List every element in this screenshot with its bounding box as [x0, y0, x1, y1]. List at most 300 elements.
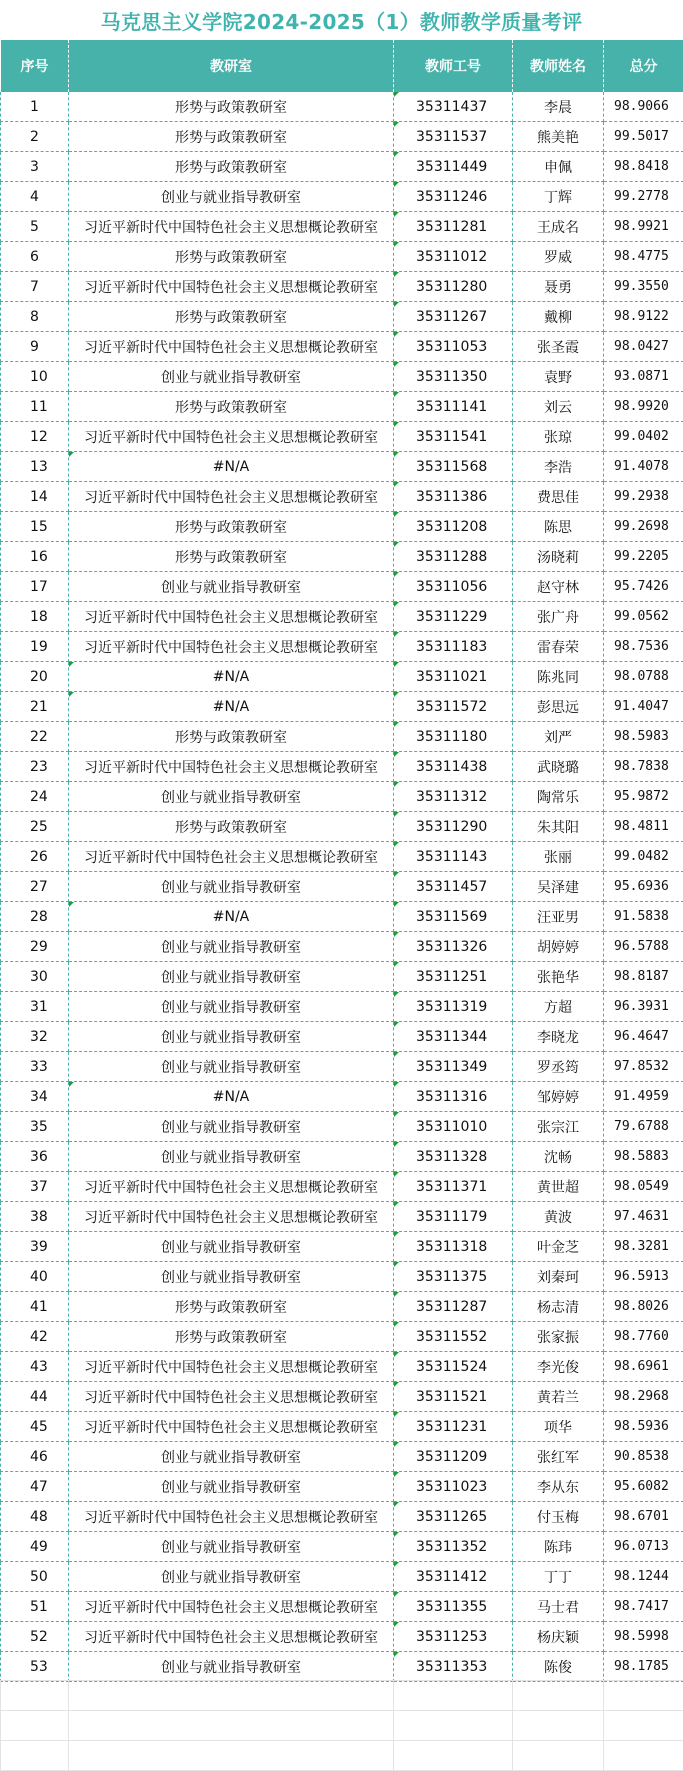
- cell-teacher-id[interactable]: 35311179: [394, 1202, 513, 1232]
- table-row: [1, 152, 683, 182]
- cell-score[interactable]: 98.5998: [604, 1622, 683, 1652]
- cell-index[interactable]: 50: [1, 1562, 69, 1592]
- cell-teacher-name[interactable]: 刘云: [513, 392, 604, 422]
- cell-index[interactable]: 15: [1, 512, 69, 542]
- cell-score[interactable]: 98.1785: [604, 1652, 683, 1682]
- cell-teacher-id[interactable]: 35311344: [394, 1022, 513, 1052]
- cell-teacher-id[interactable]: 35311209: [394, 1442, 513, 1472]
- cell-score[interactable]: 98.5883: [604, 1142, 683, 1172]
- cell-dept[interactable]: 习近平新时代中国特色社会主义思想概论教研室: [69, 1202, 394, 1232]
- cell-dept[interactable]: 形势与政策教研室: [69, 122, 394, 152]
- cell-index[interactable]: 1: [1, 92, 69, 122]
- cell-teacher-id[interactable]: 35311537: [394, 122, 513, 152]
- cell-score[interactable]: 98.0788: [604, 662, 683, 692]
- cell-teacher-id[interactable]: 35311569: [394, 902, 513, 932]
- cell-teacher-name[interactable]: 张红军: [513, 1442, 604, 1472]
- cell-teacher-id[interactable]: 35311386: [394, 482, 513, 512]
- cell-teacher-name[interactable]: 陈兆同: [513, 662, 604, 692]
- cell-index[interactable]: 34: [1, 1082, 69, 1112]
- cell-index[interactable]: 37: [1, 1172, 69, 1202]
- cell-dept[interactable]: 创业与就业指导教研室: [69, 1232, 394, 1262]
- cell-dept[interactable]: 创业与就业指导教研室: [69, 782, 394, 812]
- cell-teacher-name[interactable]: 邹婷婷: [513, 1082, 604, 1112]
- cell-dept[interactable]: 创业与就业指导教研室: [69, 1472, 394, 1502]
- header-dept[interactable]: 教研室: [69, 40, 394, 92]
- cell-teacher-name[interactable]: 汪亚男: [513, 902, 604, 932]
- cell-score[interactable]: 95.9872: [604, 782, 683, 812]
- cell-index[interactable]: 3: [1, 152, 69, 182]
- cell-dept[interactable]: 习近平新时代中国特色社会主义思想概论教研室: [69, 632, 394, 662]
- cell-score[interactable]: 79.6788: [604, 1112, 683, 1142]
- cell-score[interactable]: 98.0427: [604, 332, 683, 362]
- cell-teacher-id[interactable]: 35311056: [394, 572, 513, 602]
- cell-index[interactable]: 10: [1, 362, 69, 392]
- cell-teacher-id[interactable]: 35311265: [394, 1502, 513, 1532]
- cell-index[interactable]: 33: [1, 1052, 69, 1082]
- cell-index[interactable]: 6: [1, 242, 69, 272]
- cell-teacher-id[interactable]: 35311141: [394, 392, 513, 422]
- cell-dept[interactable]: 习近平新时代中国特色社会主义思想概论教研室: [69, 1592, 394, 1622]
- cell-teacher-name[interactable]: 刘严: [513, 722, 604, 752]
- cell-teacher-name[interactable]: 张圣霞: [513, 332, 604, 362]
- cell-teacher-id[interactable]: 35311290: [394, 812, 513, 842]
- cell-teacher-id[interactable]: 35311253: [394, 1622, 513, 1652]
- cell-score[interactable]: 97.4631: [604, 1202, 683, 1232]
- cell-score[interactable]: 98.9921: [604, 212, 683, 242]
- cell-score[interactable]: 96.0713: [604, 1532, 683, 1562]
- cell-dept[interactable]: #N/A: [69, 902, 394, 932]
- cell-score[interactable]: 95.6936: [604, 872, 683, 902]
- cell-score[interactable]: 99.3550: [604, 272, 683, 302]
- cell-teacher-name[interactable]: 李从东: [513, 1472, 604, 1502]
- cell-dept[interactable]: 创业与就业指导教研室: [69, 1562, 394, 1592]
- cell-teacher-name[interactable]: 聂勇: [513, 272, 604, 302]
- cell-teacher-name[interactable]: 叶金芝: [513, 1232, 604, 1262]
- cell-score[interactable]: 98.4811: [604, 812, 683, 842]
- cell-score[interactable]: 95.6082: [604, 1472, 683, 1502]
- table-row: [1, 392, 683, 422]
- cell-teacher-name[interactable]: 付玉梅: [513, 1502, 604, 1532]
- grid-line: [512, 1680, 513, 1771]
- cell-score[interactable]: 98.3281: [604, 1232, 683, 1262]
- cell-teacher-id[interactable]: 35311375: [394, 1262, 513, 1292]
- table-body: [1, 92, 683, 1682]
- cell-dept[interactable]: 习近平新时代中国特色社会主义思想概论教研室: [69, 332, 394, 362]
- cell-index[interactable]: 23: [1, 752, 69, 782]
- cell-dept[interactable]: 创业与就业指导教研室: [69, 962, 394, 992]
- cell-index[interactable]: 49: [1, 1532, 69, 1562]
- cell-dept[interactable]: 习近平新时代中国特色社会主义思想概论教研室: [69, 842, 394, 872]
- cell-dept[interactable]: #N/A: [69, 452, 394, 482]
- cell-teacher-id[interactable]: 35311349: [394, 1052, 513, 1082]
- table-row: [1, 1322, 683, 1352]
- table-row: [1, 1532, 683, 1562]
- cell-teacher-id[interactable]: 35311208: [394, 512, 513, 542]
- cell-score[interactable]: 98.2968: [604, 1382, 683, 1412]
- cell-score[interactable]: 99.2938: [604, 482, 683, 512]
- cell-teacher-id[interactable]: 35311280: [394, 272, 513, 302]
- cell-index[interactable]: 24: [1, 782, 69, 812]
- cell-dept[interactable]: 习近平新时代中国特色社会主义思想概论教研室: [69, 602, 394, 632]
- cell-teacher-name[interactable]: 陈玮: [513, 1532, 604, 1562]
- cell-dept[interactable]: 习近平新时代中国特色社会主义思想概论教研室: [69, 1352, 394, 1382]
- cell-teacher-id[interactable]: 35311251: [394, 962, 513, 992]
- cell-dept[interactable]: 创业与就业指导教研室: [69, 1532, 394, 1562]
- cell-index[interactable]: 52: [1, 1622, 69, 1652]
- cell-teacher-name[interactable]: 李光俊: [513, 1352, 604, 1382]
- cell-dept[interactable]: 习近平新时代中国特色社会主义思想概论教研室: [69, 1502, 394, 1532]
- cell-dept[interactable]: 形势与政策教研室: [69, 392, 394, 422]
- cell-index[interactable]: 28: [1, 902, 69, 932]
- cell-score[interactable]: 98.8187: [604, 962, 683, 992]
- cell-score[interactable]: 98.4775: [604, 242, 683, 272]
- cell-teacher-id[interactable]: 35311023: [394, 1472, 513, 1502]
- cell-index[interactable]: 35: [1, 1112, 69, 1142]
- cell-teacher-name[interactable]: 丁辉: [513, 182, 604, 212]
- cell-dept[interactable]: 创业与就业指导教研室: [69, 1442, 394, 1472]
- cell-score[interactable]: 98.5983: [604, 722, 683, 752]
- cell-teacher-id[interactable]: 35311438: [394, 752, 513, 782]
- cell-teacher-name[interactable]: 张宗江: [513, 1112, 604, 1142]
- cell-teacher-id[interactable]: 35311267: [394, 302, 513, 332]
- cell-dept[interactable]: 形势与政策教研室: [69, 302, 394, 332]
- cell-index[interactable]: 20: [1, 662, 69, 692]
- cell-index[interactable]: 27: [1, 872, 69, 902]
- cell-dept[interactable]: 创业与就业指导教研室: [69, 1652, 394, 1682]
- cell-teacher-name[interactable]: 武晓璐: [513, 752, 604, 782]
- cell-dept[interactable]: 习近平新时代中国特色社会主义思想概论教研室: [69, 1172, 394, 1202]
- cell-dept[interactable]: 创业与就业指导教研室: [69, 572, 394, 602]
- cell-index[interactable]: 46: [1, 1442, 69, 1472]
- cell-teacher-id[interactable]: 35311012: [394, 242, 513, 272]
- cell-index[interactable]: 44: [1, 1382, 69, 1412]
- cell-score[interactable]: 98.6701: [604, 1502, 683, 1532]
- cell-score[interactable]: 99.0482: [604, 842, 683, 872]
- cell-teacher-name[interactable]: 王成名: [513, 212, 604, 242]
- cell-index[interactable]: 22: [1, 722, 69, 752]
- cell-dept[interactable]: #N/A: [69, 1082, 394, 1112]
- cell-teacher-name[interactable]: 张艳华: [513, 962, 604, 992]
- cell-teacher-id[interactable]: 35311541: [394, 422, 513, 452]
- cell-score[interactable]: 98.1244: [604, 1562, 683, 1592]
- cell-index[interactable]: 7: [1, 272, 69, 302]
- cell-teacher-id[interactable]: 35311457: [394, 872, 513, 902]
- cell-index[interactable]: 31: [1, 992, 69, 1022]
- table-row: [1, 1142, 683, 1172]
- cell-dept[interactable]: 创业与就业指导教研室: [69, 932, 394, 962]
- cell-index[interactable]: 42: [1, 1322, 69, 1352]
- cell-teacher-id[interactable]: 35311281: [394, 212, 513, 242]
- cell-dept[interactable]: 习近平新时代中国特色社会主义思想概论教研室: [69, 272, 394, 302]
- cell-dept[interactable]: #N/A: [69, 662, 394, 692]
- cell-dept[interactable]: 形势与政策教研室: [69, 1322, 394, 1352]
- cell-dept[interactable]: #N/A: [69, 692, 394, 722]
- cell-index[interactable]: 30: [1, 962, 69, 992]
- cell-index[interactable]: 21: [1, 692, 69, 722]
- header-score[interactable]: 总分: [604, 40, 683, 92]
- cell-index[interactable]: 2: [1, 122, 69, 152]
- cell-teacher-id[interactable]: 35311437: [394, 92, 513, 122]
- cell-index[interactable]: 45: [1, 1412, 69, 1442]
- cell-index[interactable]: 32: [1, 1022, 69, 1052]
- cell-teacher-name[interactable]: 陶常乐: [513, 782, 604, 812]
- table-row: [1, 872, 683, 902]
- table-row: [1, 542, 683, 572]
- cell-teacher-id[interactable]: 35311010: [394, 1112, 513, 1142]
- table-row: [1, 1022, 683, 1052]
- cell-score[interactable]: 98.6961: [604, 1352, 683, 1382]
- cell-teacher-name[interactable]: 吴泽建: [513, 872, 604, 902]
- cell-teacher-name[interactable]: 张琼: [513, 422, 604, 452]
- cell-index[interactable]: 12: [1, 422, 69, 452]
- cell-dept[interactable]: 创业与就业指导教研室: [69, 1112, 394, 1142]
- cell-index[interactable]: 18: [1, 602, 69, 632]
- cell-dept[interactable]: 形势与政策教研室: [69, 92, 394, 122]
- cell-teacher-name[interactable]: 杨志清: [513, 1292, 604, 1322]
- cell-score[interactable]: 98.8418: [604, 152, 683, 182]
- cell-score[interactable]: 96.3931: [604, 992, 683, 1022]
- cell-score[interactable]: 98.9066: [604, 92, 683, 122]
- cell-teacher-name[interactable]: 沈畅: [513, 1142, 604, 1172]
- cell-score[interactable]: 95.7426: [604, 572, 683, 602]
- cell-dept[interactable]: 形势与政策教研室: [69, 512, 394, 542]
- cell-index[interactable]: 25: [1, 812, 69, 842]
- cell-score[interactable]: 98.7536: [604, 632, 683, 662]
- cell-teacher-id[interactable]: 35311371: [394, 1172, 513, 1202]
- cell-index[interactable]: 26: [1, 842, 69, 872]
- cell-teacher-name[interactable]: 雷春荣: [513, 632, 604, 662]
- cell-dept[interactable]: 习近平新时代中国特色社会主义思想概论教研室: [69, 1412, 394, 1442]
- cell-teacher-name[interactable]: 汤晓莉: [513, 542, 604, 572]
- cell-index[interactable]: 48: [1, 1502, 69, 1532]
- cell-teacher-id[interactable]: 35311287: [394, 1292, 513, 1322]
- header-index[interactable]: 序号: [1, 40, 69, 92]
- grid-line: [68, 1680, 69, 1771]
- cell-teacher-id[interactable]: 35311246: [394, 182, 513, 212]
- cell-teacher-name[interactable]: 项华: [513, 1412, 604, 1442]
- cell-teacher-name[interactable]: 张广舟: [513, 602, 604, 632]
- table-row: [1, 302, 683, 332]
- cell-teacher-name[interactable]: 朱其阳: [513, 812, 604, 842]
- cell-index[interactable]: 38: [1, 1202, 69, 1232]
- cell-teacher-id[interactable]: 35311180: [394, 722, 513, 752]
- cell-dept[interactable]: 创业与就业指导教研室: [69, 1142, 394, 1172]
- cell-index[interactable]: 53: [1, 1652, 69, 1682]
- cell-index[interactable]: 41: [1, 1292, 69, 1322]
- cell-teacher-id[interactable]: 35311350: [394, 362, 513, 392]
- header-teacher-id[interactable]: 教师工号: [394, 40, 513, 92]
- cell-dept[interactable]: 形势与政策教研室: [69, 812, 394, 842]
- cell-teacher-id[interactable]: 35311288: [394, 542, 513, 572]
- cell-teacher-id[interactable]: 35311319: [394, 992, 513, 1022]
- cell-teacher-id[interactable]: 35311328: [394, 1142, 513, 1172]
- cell-teacher-id[interactable]: 35311552: [394, 1322, 513, 1352]
- table-row: [1, 332, 683, 362]
- cell-dept[interactable]: 习近平新时代中国特色社会主义思想概论教研室: [69, 752, 394, 782]
- cell-dept[interactable]: 创业与就业指导教研室: [69, 362, 394, 392]
- cell-score[interactable]: 98.5936: [604, 1412, 683, 1442]
- cell-dept[interactable]: 创业与就业指导教研室: [69, 1022, 394, 1052]
- cell-dept[interactable]: 创业与就业指导教研室: [69, 1052, 394, 1082]
- table-row: [1, 1442, 683, 1472]
- cell-teacher-name[interactable]: 李晓龙: [513, 1022, 604, 1052]
- cell-score[interactable]: 90.8538: [604, 1442, 683, 1472]
- cell-teacher-name[interactable]: 丁丁: [513, 1562, 604, 1592]
- cell-teacher-name[interactable]: 方超: [513, 992, 604, 1022]
- cell-teacher-name[interactable]: 费思佳: [513, 482, 604, 512]
- cell-teacher-name[interactable]: 申佩: [513, 152, 604, 182]
- cell-teacher-name[interactable]: 李浩: [513, 452, 604, 482]
- cell-score[interactable]: 91.4959: [604, 1082, 683, 1112]
- cell-teacher-id[interactable]: 35311021: [394, 662, 513, 692]
- cell-teacher-name[interactable]: 赵守林: [513, 572, 604, 602]
- cell-score[interactable]: 99.0402: [604, 422, 683, 452]
- table-row: [1, 1592, 683, 1622]
- cell-score[interactable]: 98.7417: [604, 1592, 683, 1622]
- cell-score[interactable]: 97.8532: [604, 1052, 683, 1082]
- cell-dept[interactable]: 形势与政策教研室: [69, 152, 394, 182]
- cell-teacher-name[interactable]: 陈俊: [513, 1652, 604, 1682]
- cell-teacher-id[interactable]: 35311412: [394, 1562, 513, 1592]
- cell-dept[interactable]: 习近平新时代中国特色社会主义思想概论教研室: [69, 422, 394, 452]
- cell-index[interactable]: 17: [1, 572, 69, 602]
- cell-teacher-name[interactable]: 杨庆颖: [513, 1622, 604, 1652]
- cell-index[interactable]: 16: [1, 542, 69, 572]
- cell-teacher-name[interactable]: 陈思: [513, 512, 604, 542]
- cell-teacher-name[interactable]: 黄世超: [513, 1172, 604, 1202]
- cell-teacher-id[interactable]: 35311183: [394, 632, 513, 662]
- cell-dept[interactable]: 习近平新时代中国特色社会主义思想概论教研室: [69, 482, 394, 512]
- cell-dept[interactable]: 习近平新时代中国特色社会主义思想概论教研室: [69, 212, 394, 242]
- cell-teacher-name[interactable]: 黄波: [513, 1202, 604, 1232]
- cell-teacher-name[interactable]: 袁野: [513, 362, 604, 392]
- cell-teacher-id[interactable]: 35311326: [394, 932, 513, 962]
- cell-teacher-name[interactable]: 罗威: [513, 242, 604, 272]
- cell-index[interactable]: 13: [1, 452, 69, 482]
- header-teacher-name[interactable]: 教师姓名: [513, 40, 604, 92]
- cell-score[interactable]: 98.8026: [604, 1292, 683, 1322]
- table-row: [1, 452, 683, 482]
- cell-teacher-id[interactable]: 35311572: [394, 692, 513, 722]
- table-row: [1, 842, 683, 872]
- cell-teacher-id[interactable]: 35311143: [394, 842, 513, 872]
- empty-grid-area: [0, 1680, 683, 1771]
- cell-score[interactable]: 98.7838: [604, 752, 683, 782]
- cell-teacher-id[interactable]: 35311231: [394, 1412, 513, 1442]
- cell-index[interactable]: 36: [1, 1142, 69, 1172]
- cell-score[interactable]: 98.9122: [604, 302, 683, 332]
- cell-teacher-id[interactable]: 35311352: [394, 1532, 513, 1562]
- cell-index[interactable]: 11: [1, 392, 69, 422]
- cell-teacher-name[interactable]: 刘秦珂: [513, 1262, 604, 1292]
- cell-dept[interactable]: 创业与就业指导教研室: [69, 182, 394, 212]
- cell-teacher-name[interactable]: 张丽: [513, 842, 604, 872]
- cell-score[interactable]: 99.5017: [604, 122, 683, 152]
- cell-index[interactable]: 8: [1, 302, 69, 332]
- cell-dept[interactable]: 习近平新时代中国特色社会主义思想概论教研室: [69, 1622, 394, 1652]
- cell-score[interactable]: 99.2698: [604, 512, 683, 542]
- grid-line: [393, 1680, 394, 1771]
- cell-teacher-name[interactable]: 戴柳: [513, 302, 604, 332]
- cell-index[interactable]: 47: [1, 1472, 69, 1502]
- cell-dept[interactable]: 形势与政策教研室: [69, 1292, 394, 1322]
- cell-teacher-name[interactable]: 黄若兰: [513, 1382, 604, 1412]
- cell-index[interactable]: 19: [1, 632, 69, 662]
- cell-teacher-id[interactable]: 35311318: [394, 1232, 513, 1262]
- cell-dept[interactable]: 创业与就业指导教研室: [69, 992, 394, 1022]
- cell-index[interactable]: 5: [1, 212, 69, 242]
- cell-teacher-id[interactable]: 35311568: [394, 452, 513, 482]
- cell-score[interactable]: 99.2205: [604, 542, 683, 572]
- sheet-title: 马克思主义学院2024-2025（1）教师教学质量考评: [100, 9, 583, 34]
- cell-index[interactable]: 14: [1, 482, 69, 512]
- cell-index[interactable]: 51: [1, 1592, 69, 1622]
- cell-teacher-name[interactable]: 李晨: [513, 92, 604, 122]
- cell-score[interactable]: 98.7760: [604, 1322, 683, 1352]
- table-row: [1, 992, 683, 1022]
- table-row: [1, 692, 683, 722]
- cell-teacher-id[interactable]: 35311053: [394, 332, 513, 362]
- cell-score[interactable]: 91.5838: [604, 902, 683, 932]
- cell-score[interactable]: 91.4078: [604, 452, 683, 482]
- cell-teacher-id[interactable]: 35311312: [394, 782, 513, 812]
- cell-index[interactable]: 29: [1, 932, 69, 962]
- cell-score[interactable]: 98.9920: [604, 392, 683, 422]
- cell-teacher-name[interactable]: 熊美艳: [513, 122, 604, 152]
- table-row: [1, 182, 683, 212]
- cell-score[interactable]: 93.0871: [604, 362, 683, 392]
- cell-dept[interactable]: 形势与政策教研室: [69, 542, 394, 572]
- cell-teacher-id[interactable]: 35311355: [394, 1592, 513, 1622]
- table-row: [1, 572, 683, 602]
- cell-index[interactable]: 4: [1, 182, 69, 212]
- cell-score[interactable]: 96.5788: [604, 932, 683, 962]
- cell-index[interactable]: 39: [1, 1232, 69, 1262]
- cell-teacher-name[interactable]: 马士君: [513, 1592, 604, 1622]
- cell-teacher-id[interactable]: 35311316: [394, 1082, 513, 1112]
- cell-teacher-id[interactable]: 35311524: [394, 1352, 513, 1382]
- cell-teacher-name[interactable]: 罗丞筠: [513, 1052, 604, 1082]
- cell-teacher-name[interactable]: 胡婷婷: [513, 932, 604, 962]
- cell-teacher-id[interactable]: 35311229: [394, 602, 513, 632]
- table-row: [1, 632, 683, 662]
- cell-dept[interactable]: 创业与就业指导教研室: [69, 872, 394, 902]
- cell-score[interactable]: 98.0549: [604, 1172, 683, 1202]
- cell-index[interactable]: 40: [1, 1262, 69, 1292]
- cell-index[interactable]: 43: [1, 1352, 69, 1382]
- header-row: [1, 40, 683, 92]
- cell-score[interactable]: 91.4047: [604, 692, 683, 722]
- cell-score[interactable]: 96.4647: [604, 1022, 683, 1052]
- cell-score[interactable]: 99.0562: [604, 602, 683, 632]
- cell-teacher-name[interactable]: 张家振: [513, 1322, 604, 1352]
- cell-teacher-id[interactable]: 35311521: [394, 1382, 513, 1412]
- cell-teacher-id[interactable]: 35311353: [394, 1652, 513, 1682]
- cell-teacher-name[interactable]: 彭思远: [513, 692, 604, 722]
- cell-dept[interactable]: 创业与就业指导教研室: [69, 1262, 394, 1292]
- cell-dept[interactable]: 形势与政策教研室: [69, 242, 394, 272]
- cell-score[interactable]: 99.2778: [604, 182, 683, 212]
- cell-dept[interactable]: 形势与政策教研室: [69, 722, 394, 752]
- cell-index[interactable]: 9: [1, 332, 69, 362]
- table-row: [1, 1622, 683, 1652]
- table-row: [1, 1652, 683, 1682]
- table-row: [1, 932, 683, 962]
- cell-score[interactable]: 96.5913: [604, 1262, 683, 1292]
- table-row: [1, 1502, 683, 1532]
- cell-dept[interactable]: 习近平新时代中国特色社会主义思想概论教研室: [69, 1382, 394, 1412]
- cell-teacher-id[interactable]: 35311449: [394, 152, 513, 182]
